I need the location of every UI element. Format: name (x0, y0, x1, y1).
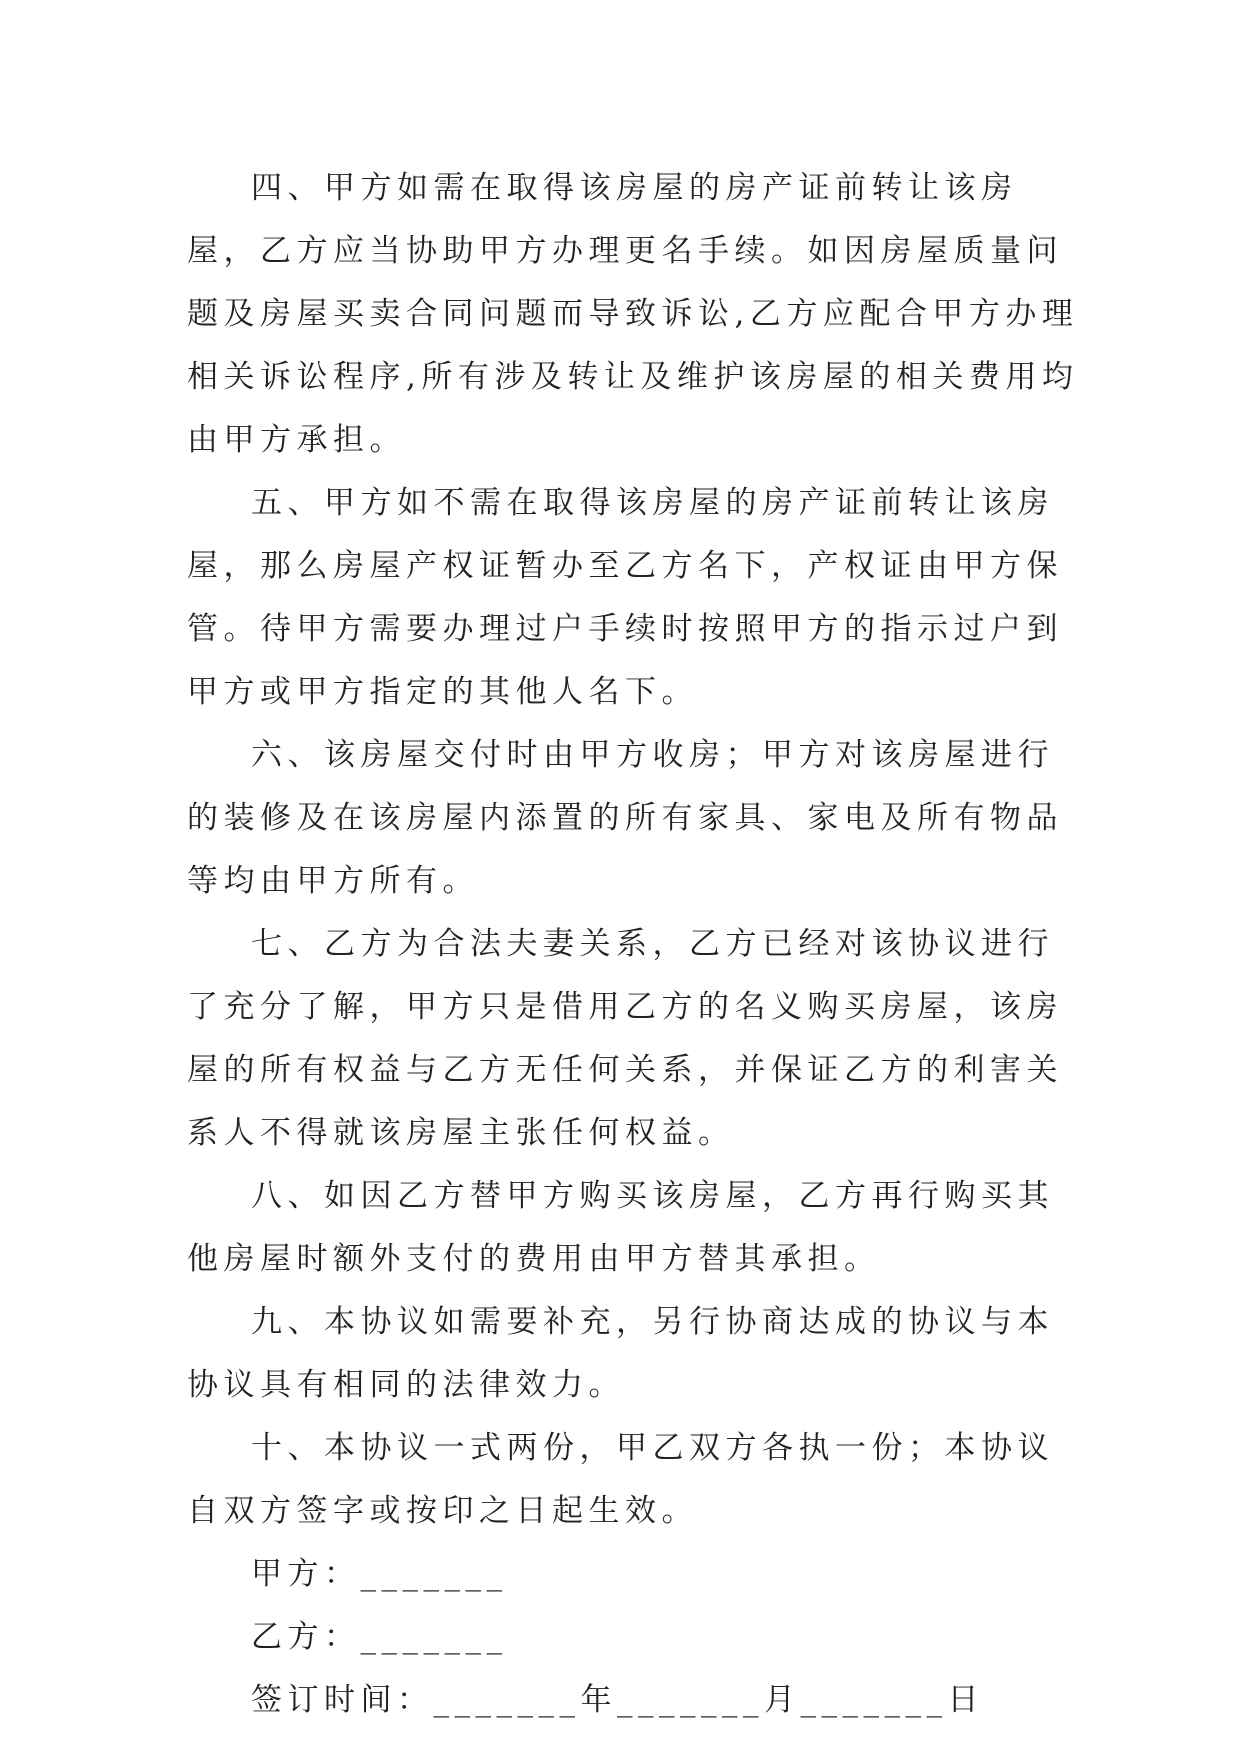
party-b-signature-line: 乙方：_______ (251, 1619, 508, 1655)
clause-10: 十、本协议一式两份，甲乙双方各执一份；本协议自双方签字或按印之日起生效。 (187, 1430, 1054, 1529)
party-a-signature-line: 甲方：_______ (251, 1556, 508, 1592)
clause-8: 八、如因乙方替甲方购买该房屋，乙方再行购买其他房屋时额外支付的费用由甲方替其承担。 (187, 1178, 1054, 1277)
document-body (187, 157, 1087, 1732)
clause-9: 九、本协议如需要补充，另行协商达成的协议与本协议具有相同的法律效力。 (187, 1304, 1054, 1403)
clause-6: 六、该房屋交付时由甲方收房；甲方对该房屋进行的装修及在该房屋内添置的所有家具、家电及所有物品等均由甲方所有。 (187, 737, 1063, 899)
signing-date-line: 签订时间：_______年_______月_______日 (251, 1682, 984, 1718)
clause-7: 七、乙方为合法夫妻关系，乙方已经对该协议进行了充分了解，甲方只是借用乙方的名义购买房屋，该房屋的所有权益与乙方无任何关系，并保证乙方的利害关系人不得就该房屋主张任何权益。 (187, 926, 1063, 1151)
clause-4: 四、甲方如需在取得该房屋的房产证前转让该房屋，乙方应当协助甲方办理更名手续。如因房屋质量问题及房屋买卖合同问题而导致诉讼,乙方应配合甲方办理相关诉讼程序,所有涉及转让及维护该房屋的相关费用均由甲方承担。 (187, 170, 1079, 458)
clause-5: 五、甲方如不需在取得该房屋的房产证前转让该房屋，那么房屋产权证暂办至乙方名下，产权证由甲方保管。待甲方需要办理过户手续时按照甲方的指示过户到甲方或甲方指定的其他人名下。 (187, 485, 1063, 710)
